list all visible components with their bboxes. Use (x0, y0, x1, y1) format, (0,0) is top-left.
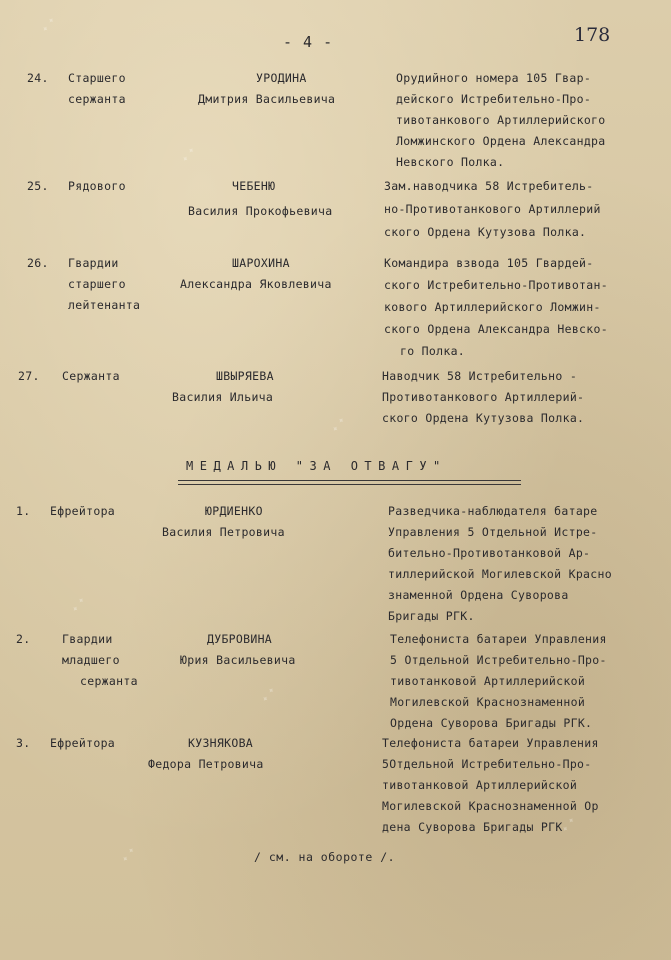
entry-number: 25. (27, 179, 49, 193)
entry-unit-line: но-Противотанкового Артиллерий (384, 202, 601, 216)
watermark-mark: ✦ ✦ (40, 14, 58, 35)
entry-unit-line: Наводчик 58 Истребительно - (382, 369, 578, 383)
entry-given-names: Василия Ильича (172, 390, 274, 404)
entry-rank: лейтенанта (68, 298, 141, 312)
entry-unit-line: Телефониста батареи Управления (382, 736, 599, 750)
entry-unit-line: Командира взвода 105 Гвардей- (384, 256, 594, 270)
entry-unit-line: Могилевской Краснознаменной (390, 695, 586, 709)
entry-rank: Гвардии (62, 632, 113, 646)
entry-unit-line: тиллерийской Могилевской Красно (388, 567, 612, 581)
entry-number: 24. (27, 71, 49, 85)
entry-unit-line: бительно-Противотанковой Ар- (388, 546, 591, 560)
entry-unit-line: Разведчика-наблюдателя батаре (388, 504, 598, 518)
watermark-mark: ✦ ✦ (560, 814, 578, 835)
entry-rank: Рядового (68, 179, 126, 193)
entry-unit-line: Невского Полка. (396, 155, 505, 169)
entry-unit-line: ского Ордена Кутузова Полка. (382, 411, 585, 425)
entry-surname: ЮРДИЕНКО (205, 504, 263, 518)
continuation-note: / см. на обороте /. (254, 850, 396, 864)
entry-rank: Старшего (68, 71, 126, 85)
entry-unit-line: Орудийного номера 105 Гвар- (396, 71, 592, 85)
watermark-mark: ✦ ✦ (330, 414, 348, 435)
entry-rank: сержанта (68, 92, 126, 106)
entry-unit-line: ского Истребительно-Противотан- (384, 278, 608, 292)
entry-given-names: Федора Петровича (148, 757, 264, 771)
entry-rank: Гвардии (68, 256, 119, 270)
entry-unit-line: ского Ордена Кутузова Полка. (384, 225, 587, 239)
entry-surname: ЧЕБЕНЮ (232, 179, 276, 193)
entry-given-names: Дмитрия Васильевича (198, 92, 336, 106)
section-heading: МЕДАЛЬЮ "ЗА ОТВАГУ" (186, 459, 447, 473)
entry-unit-line: дейского Истребительно-Про- (396, 92, 592, 106)
entry-unit-line: Ломжинского Ордена Александра (396, 134, 606, 148)
entry-unit-line: знаменной Ордена Суворова (388, 588, 569, 602)
entry-unit-line: Бригады РГК. (388, 609, 475, 623)
entry-surname: ШАРОХИНА (232, 256, 290, 270)
archive-number: 178 (574, 24, 611, 46)
entry-unit-line: Ордена Суворова Бригады РГК. (390, 716, 593, 730)
heading-underline (178, 484, 521, 485)
entry-rank: Ефрейтора (50, 736, 116, 750)
entry-unit-line: Телефониста батареи Управления (390, 632, 607, 646)
entry-given-names: Юрия Васильевича (180, 653, 296, 667)
entry-surname: ДУБРОВИНА (207, 632, 273, 646)
entry-unit-line: Противотанкового Артиллерий- (382, 390, 585, 404)
entry-unit-line: го Полка. (400, 344, 466, 358)
entry-number: 1. (16, 504, 31, 518)
entry-unit-line: Зам.наводчика 58 Истребитель- (384, 179, 594, 193)
entry-number: 27. (18, 369, 40, 383)
entry-unit-line: 5 Отдельной Истребительно-Про- (390, 653, 607, 667)
entry-unit-line: тивотанкового Артиллерийского (396, 113, 606, 127)
watermark-mark: ✦ ✦ (180, 144, 198, 165)
watermark-mark: ✦ ✦ (120, 844, 138, 865)
watermark-mark: ✦ ✦ (260, 684, 278, 705)
entry-unit-line: тивотанковой Артиллерийской (390, 674, 586, 688)
entry-rank: Ефрейтора (50, 504, 116, 518)
entry-unit-line: дена Суворова Бригады РГК (382, 820, 563, 834)
entry-given-names: Василия Прокофьевича (188, 204, 333, 218)
entry-rank: младшего (62, 653, 120, 667)
entry-rank: старшего (68, 277, 126, 291)
heading-underline (178, 480, 521, 481)
entry-surname: ШВЫРЯЕВА (216, 369, 274, 383)
entry-unit-line: кового Артиллерийского Ломжин- (384, 300, 601, 314)
entry-number: 2. (16, 632, 31, 646)
entry-given-names: Александра Яковлевича (180, 277, 332, 291)
entry-unit-line: Управления 5 Отдельной Истре- (388, 525, 598, 539)
entry-given-names: Василия Петровича (162, 525, 285, 539)
watermark-mark: ✦ ✦ (70, 594, 88, 615)
entry-unit-line: тивотанковой Артиллерийской (382, 778, 578, 792)
entry-surname: УРОДИНА (256, 71, 307, 85)
entry-unit-line: ского Ордена Александра Невско- (384, 322, 608, 336)
entry-unit-line: Могилевской Краснознаменной Ор (382, 799, 599, 813)
entry-number: 3. (16, 736, 31, 750)
entry-unit-line: 5Отдельной Истребительно-Про- (382, 757, 592, 771)
entry-surname: КУЗНЯКОВА (188, 736, 254, 750)
entry-rank: Сержанта (62, 369, 120, 383)
entry-number: 26. (27, 256, 49, 270)
page-number: - 4 - (283, 33, 334, 51)
entry-rank: сержанта (80, 674, 138, 688)
